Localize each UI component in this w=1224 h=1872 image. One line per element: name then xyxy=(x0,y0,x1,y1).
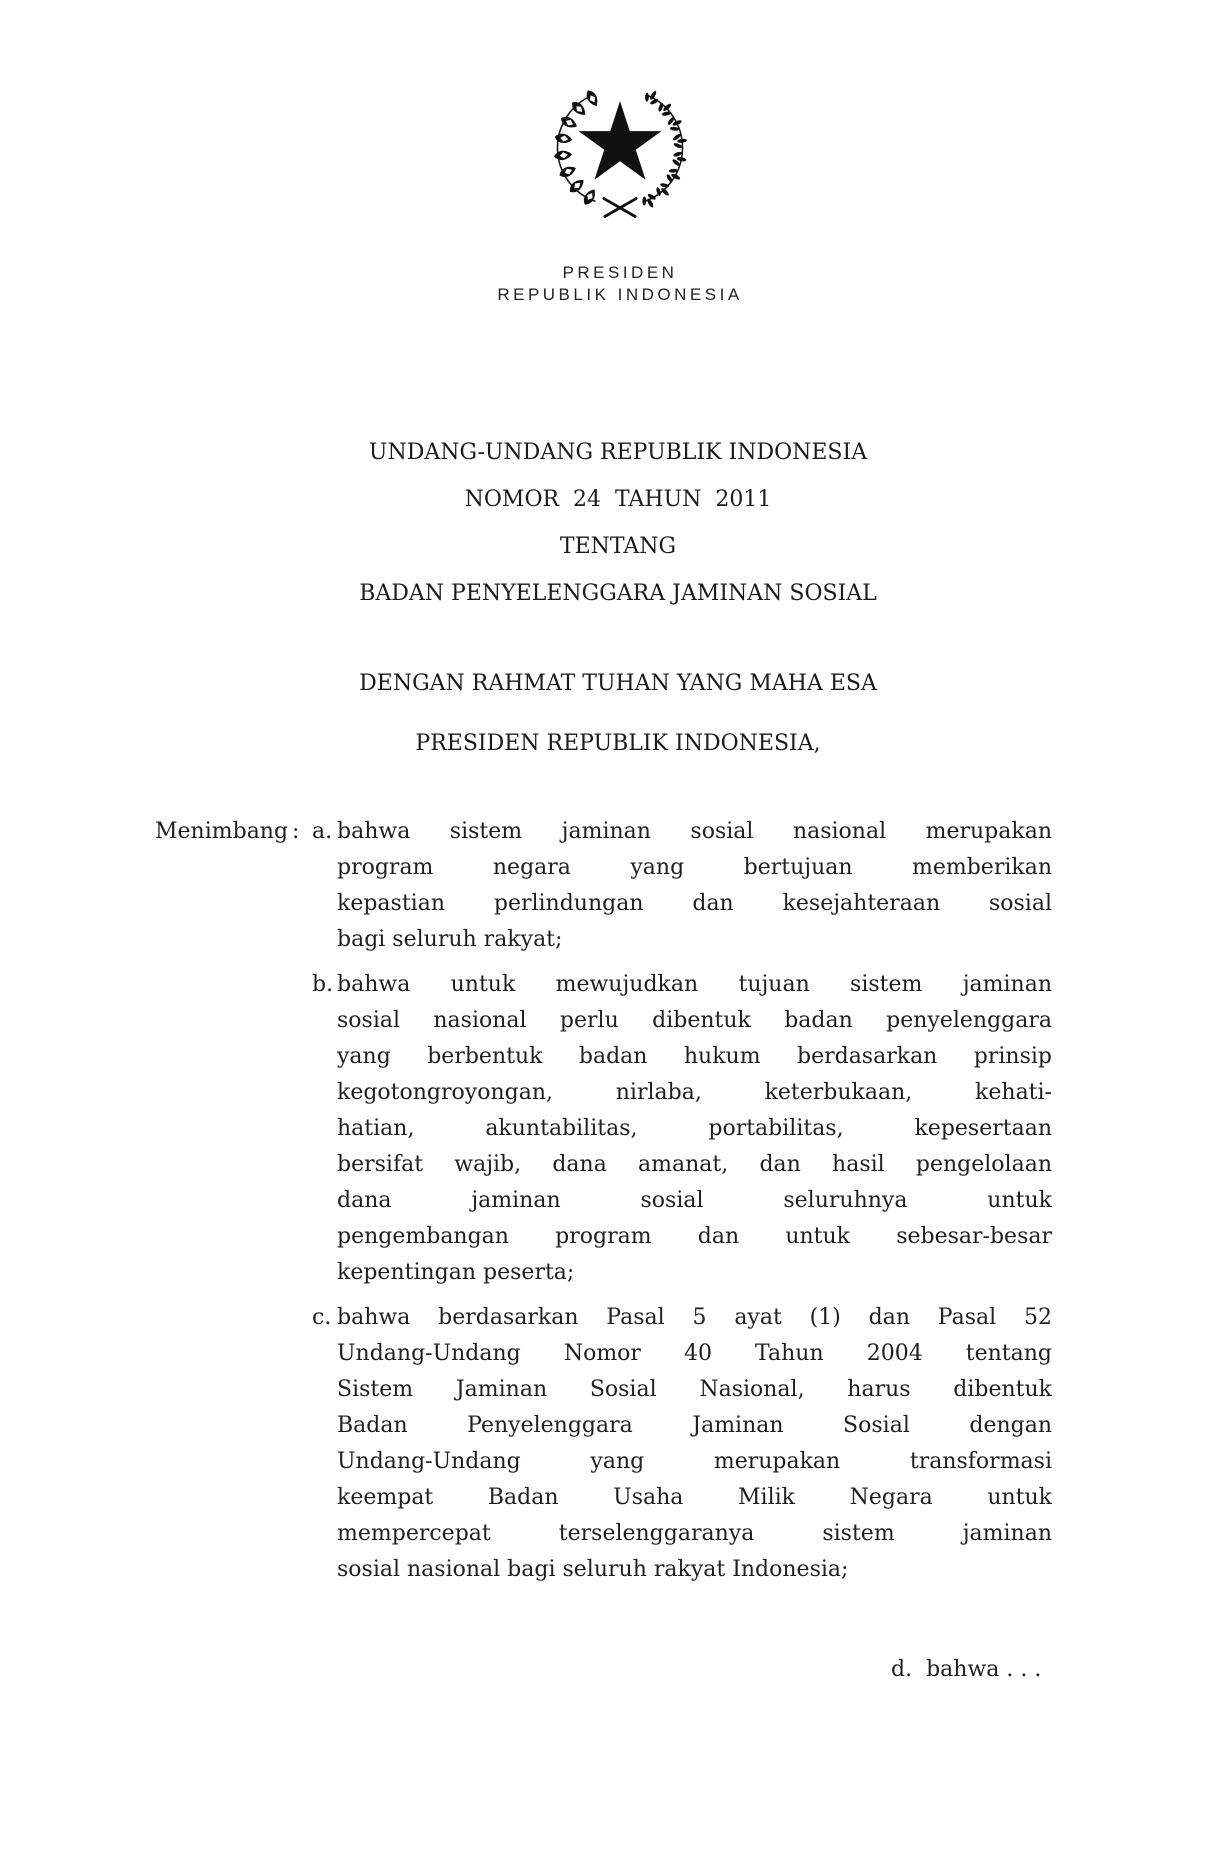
item-line: program negara yang bertujuan memberikan xyxy=(337,855,1052,880)
catchword-text: bahwa . . . xyxy=(926,1657,1042,1682)
item-line: dana jaminan sosial seluruhnya untuk xyxy=(337,1188,1052,1213)
considering-items xyxy=(312,814,1052,1588)
item-text xyxy=(337,814,1052,958)
item-text xyxy=(337,1300,1052,1588)
item-line: Sistem Jaminan Sosial Nasional, harus dibentuk xyxy=(337,1377,1052,1402)
item-line: pengembangan program dan untuk sebesar-besar xyxy=(337,1224,1052,1249)
item-line: kegotongroyongan, nirlaba, keterbukaan, kehati- xyxy=(337,1080,1052,1105)
item-line: keempat Badan Usaha Milik Negara untuk xyxy=(337,1485,1052,1510)
item-marker: a. xyxy=(312,819,333,844)
catchword xyxy=(891,1652,1056,1688)
title-block xyxy=(6,429,1224,617)
letterhead-republik-indonesia: REPUBLIK INDONESIA xyxy=(497,285,743,304)
considering-colon: : xyxy=(292,819,300,844)
item-line: bahwa berdasarkan Pasal 5 ayat (1) dan Pasal 52 xyxy=(337,1305,1052,1330)
item-line: Undang-Undang yang merupakan transformasi xyxy=(337,1449,1052,1474)
considering-item xyxy=(312,967,1052,1291)
item-line: bersifat wajib, dana amanat, dan hasil pengelolaan xyxy=(337,1152,1052,1177)
law-subject-line: BADAN PENYELENGGARA JAMINAN SOSIAL xyxy=(359,581,877,606)
letterhead-presiden: PRESIDEN xyxy=(562,263,678,282)
invocation-line: DENGAN RAHMAT TUHAN YANG MAHA ESA xyxy=(359,671,877,696)
item-line: kepentingan peserta; xyxy=(337,1260,575,1285)
letterhead xyxy=(8,262,1224,306)
tentang-line: TENTANG xyxy=(559,534,677,559)
considering-label: Menimbang xyxy=(155,819,289,844)
item-line: hatian, akuntabilitas, portabilitas, kepesertaan xyxy=(337,1116,1052,1141)
law-number-line: NOMOR 24 TAHUN 2011 xyxy=(464,487,772,512)
item-marker: c. xyxy=(312,1305,332,1330)
item-line: sosial nasional bagi seluruh rakyat Indonesia; xyxy=(337,1557,849,1582)
item-line: Badan Penyelenggara Jaminan Sosial dengan xyxy=(337,1413,1052,1438)
item-line: sosial nasional perlu dibentuk badan penyelenggara xyxy=(337,1008,1052,1033)
considering-item xyxy=(312,814,1052,958)
item-line: yang berbentuk badan hukum berdasarkan prinsip xyxy=(337,1044,1052,1069)
authority-line: PRESIDEN REPUBLIK INDONESIA, xyxy=(415,731,821,756)
item-line: kepastian perlindungan dan kesejahteraan sosial xyxy=(337,891,1052,916)
item-line: bahwa untuk mewujudkan tujuan sistem jaminan xyxy=(337,972,1052,997)
item-text xyxy=(337,967,1052,1291)
item-marker: b. xyxy=(312,972,334,997)
item-line: bagi seluruh rakyat; xyxy=(337,927,563,952)
considering-item xyxy=(312,1300,1052,1588)
item-line: bahwa sistem jaminan sosial nasional merupakan xyxy=(337,819,1052,844)
law-title-line: UNDANG-UNDANG REPUBLIK INDONESIA xyxy=(368,440,868,465)
wreath-left-cotton xyxy=(554,88,601,207)
catchword-marker: d. xyxy=(891,1657,913,1682)
presidential-emblem-icon xyxy=(540,84,700,226)
item-line: mempercepat terselenggaranya sistem jaminan xyxy=(337,1521,1052,1546)
item-line: Undang-Undang Nomor 40 Tahun 2004 tentang xyxy=(337,1341,1052,1366)
considering-section xyxy=(155,814,1052,1588)
star-icon xyxy=(579,101,662,180)
preamble xyxy=(6,654,1224,774)
